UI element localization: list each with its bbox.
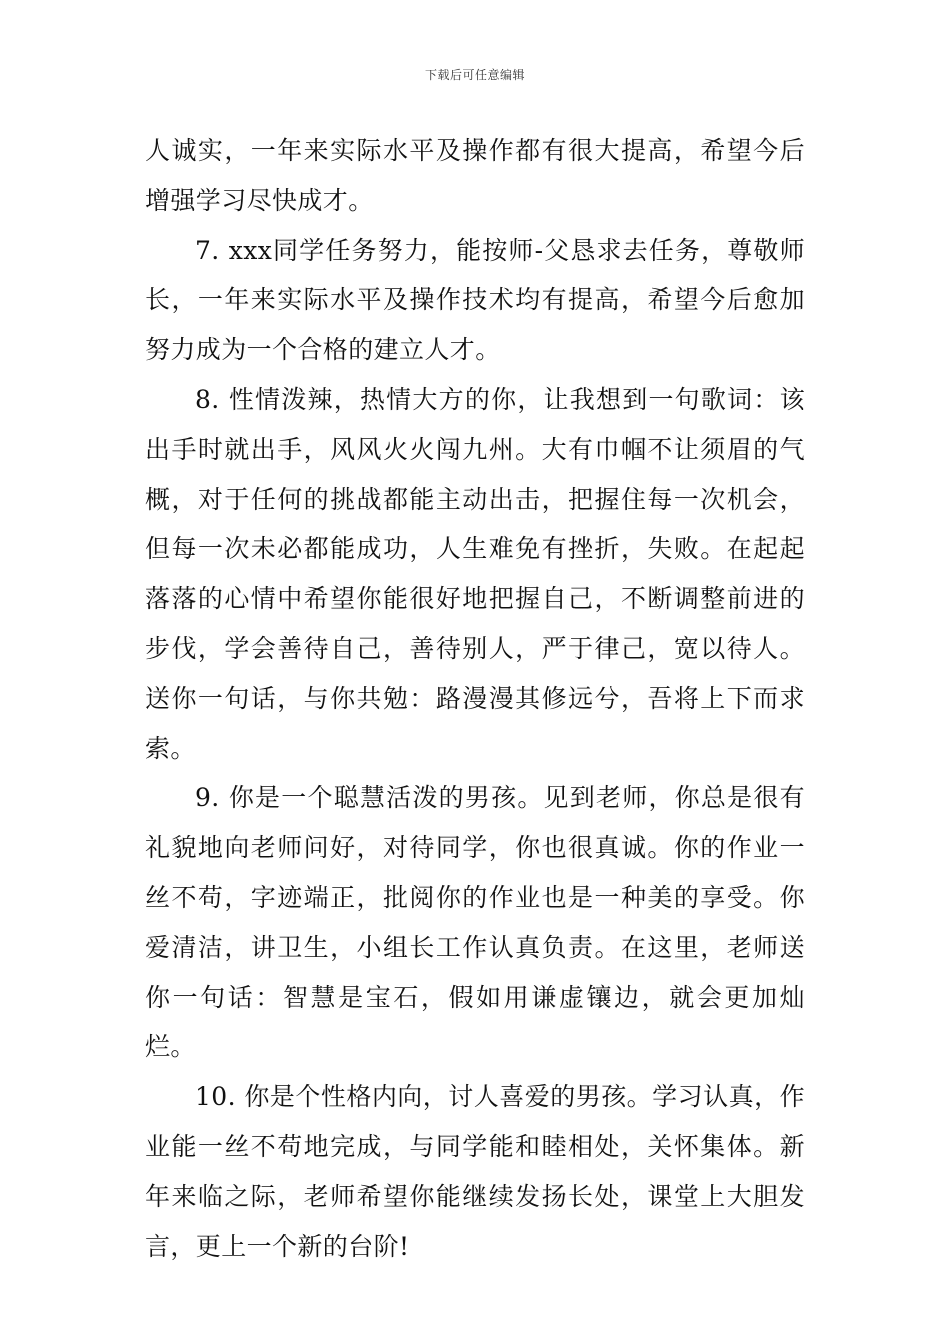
document-body — [145, 126, 805, 1271]
paragraph-continuation: 人诚实，一年来实际水平及操作都有很大提高，希望今后增强学习尽快成才。 — [145, 136, 805, 215]
page-header-note: 下载后可任意编辑 — [424, 68, 525, 82]
paragraph-item-9: 9. 你是一个聪慧活泼的男孩。见到老师，你总是很有礼貌地向老师问好，对待同学，你也很真诚。你的作业一丝不苟，字迹端正，批阅你的作业也是一种美的享受。你爱清洁，讲卫生，小组长工作认真负责。在这里，老师送你一句话：智慧是宝石，假如用谦虚镶边，就会更加灿烂。 — [145, 783, 805, 1062]
paragraph-item-10: 10. 你是个性格内向，讨人喜爱的男孩。学习认真，作业能一丝不苟地完成，与同学能和睦相处，关怀集体。新年来临之际，老师希望你能继续发扬长处，课堂上大胆发言，更上一个新的台阶! — [145, 1082, 805, 1261]
paragraph-item-7: 7. xxx同学任务努力，能按师-父恳求去任务，尊敬师长，一年来实际水平及操作技术均有提高，希望今后愈加努力成为一个合格的建立人才。 — [145, 235, 805, 365]
paragraph-item-8: 8. 性情泼辣，热情大方的你，让我想到一句歌词：该出手时就出手，风风火火闯九州。大有巾帼不让须眉的气概，对于任何的挑战都能主动出击，把握住每一次机会，但每一次未必都能成功，人生难免有挫折，失败。在起起落落的心情中希望你能很好地把握自己，不断调整前进的步伐，学会善待自己，善待别人，严于律己，宽以待人。送你一句话，与你共勉：路漫漫其修远兮，吾将上下而求索。 — [145, 384, 805, 763]
